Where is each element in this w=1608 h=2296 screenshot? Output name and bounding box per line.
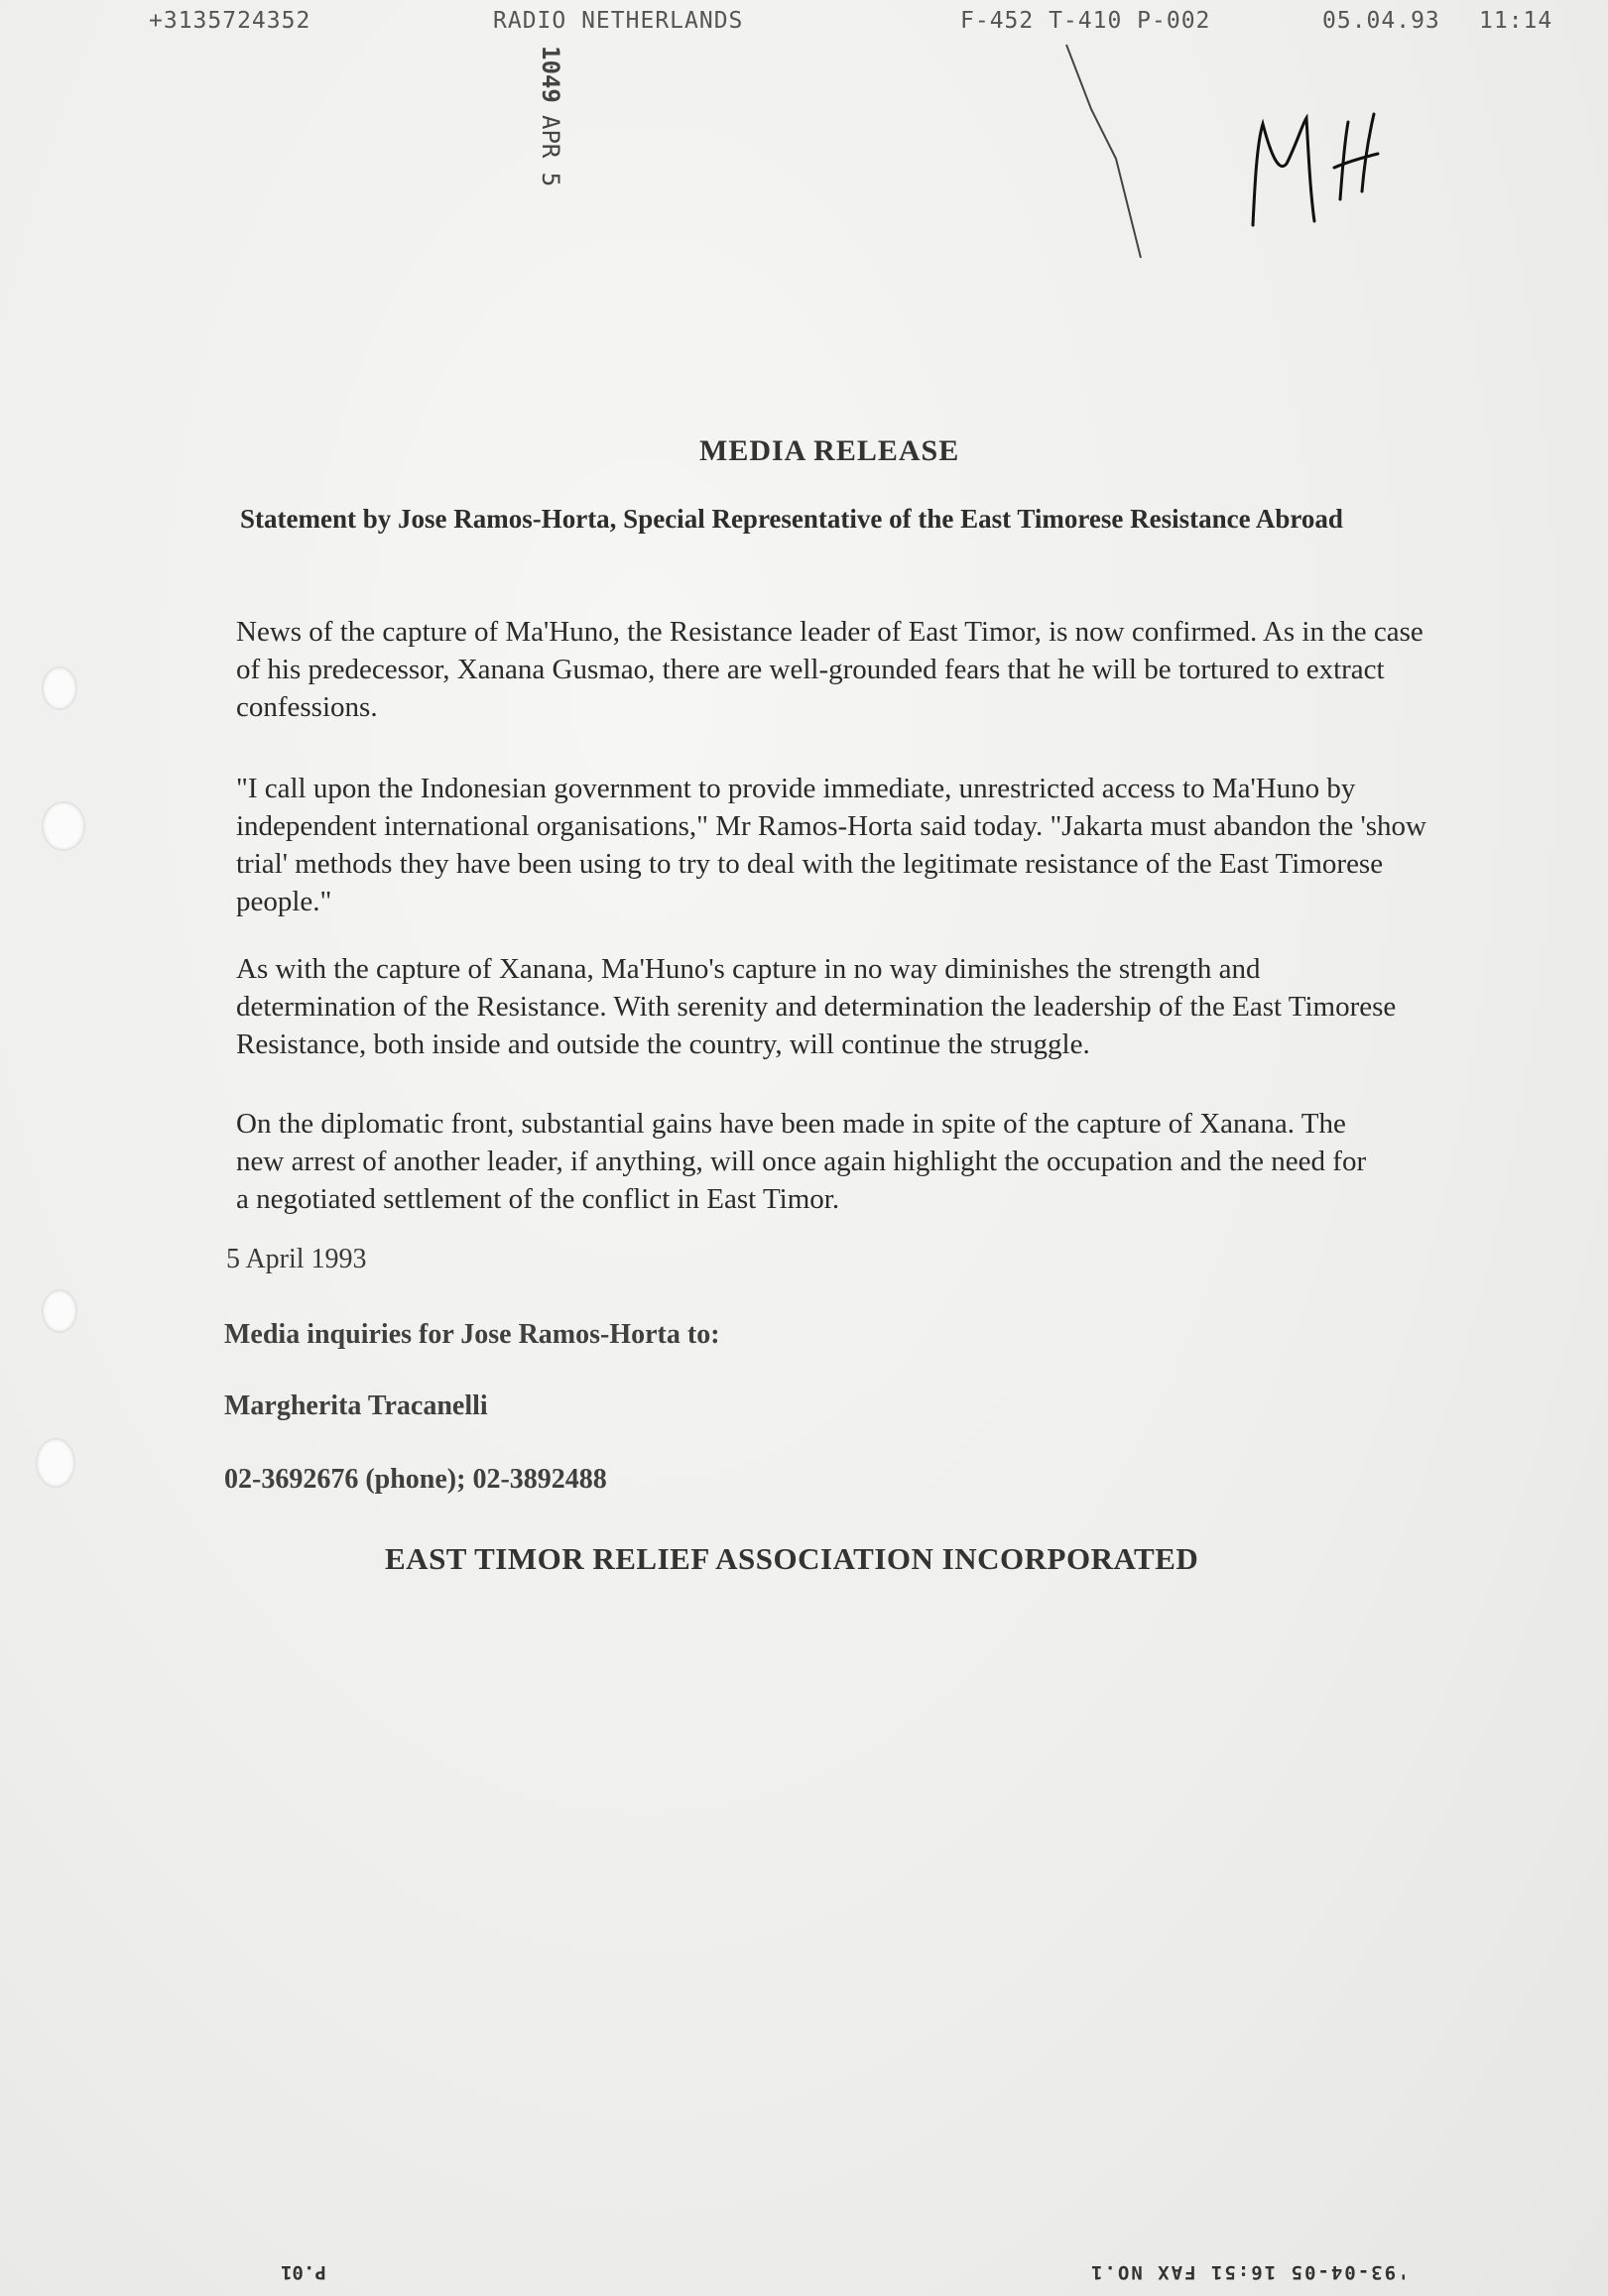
paragraph: As with the capture of Xanana, Ma'Huno's capture in no way diminishes the strength and determination of the Resistance. With serenity and determination the leadership of the East Timorese Resistance, both inside and outside the country, will continue the struggle. [236,953,1397,1060]
fax-date: 05.04.93 [1322,8,1440,34]
paragraph: "I call upon the Indonesian government to provide immediate, unrestricted access to Ma'Huno by independent international organisations," Mr Ramos-Horta said today. "Jakarta must abandon the 'show trial' methods they have been using to try to deal with the legitimate resistance of the East Timorese people." [236,773,1426,917]
inquiries-label: Media inquiries for Jose Ramos-Horta to: [224,1319,720,1350]
punch-hole [36,1438,75,1488]
paragraph: On the diplomatic front, substantial gains have been made in spite of the capture of Xanana. The new arrest of another leader, if anything, will once again highlight the occupation and the need for a negotiated settlement of the conflict in East Timor. [236,1108,1367,1215]
release-date: 5 April 1993 [226,1244,367,1274]
handwritten-initials [1245,104,1404,243]
statement-heading: Statement by Jose Ramos-Horta, Special Representative of the East Timorese Resistance Abroad [240,504,1343,534]
fax-phone: +3135724352 [149,8,311,34]
fax-time: 11:14 [1479,8,1553,34]
fax-ids: F-452 T-410 P-002 [960,8,1211,34]
contact-name: Margherita Tracanelli [224,1390,488,1421]
contact-phone: 02-3692676 (phone); 02-3892488 [224,1464,607,1495]
organization-name: EAST TIMOR RELIEF ASSOCIATION INCORPORATED [385,1541,1199,1576]
punch-hole [42,666,77,710]
stamp-time: 1049 [537,46,564,103]
footer-page-number: P.01 [281,2261,326,2283]
punch-hole [42,1289,77,1333]
stamp-date: APR 5 [537,115,564,187]
received-stamp [529,38,568,196]
fax-header [0,8,1608,48]
footer-transmission: '93-04-05 16:51 FAX NO.1 [1089,2261,1410,2283]
pen-stroke [1061,40,1161,268]
paragraph: News of the capture of Ma'Huno, the Resistance leader of East Timor, is now confirmed. As in the case of his predecessor, Xanana Gusmao, there are well-grounded fears that he will be tortured to extract confessions. [236,616,1423,723]
page-title: MEDIA RELEASE [699,434,960,467]
fax-sender: RADIO NETHERLANDS [493,8,744,34]
punch-hole [42,801,85,851]
